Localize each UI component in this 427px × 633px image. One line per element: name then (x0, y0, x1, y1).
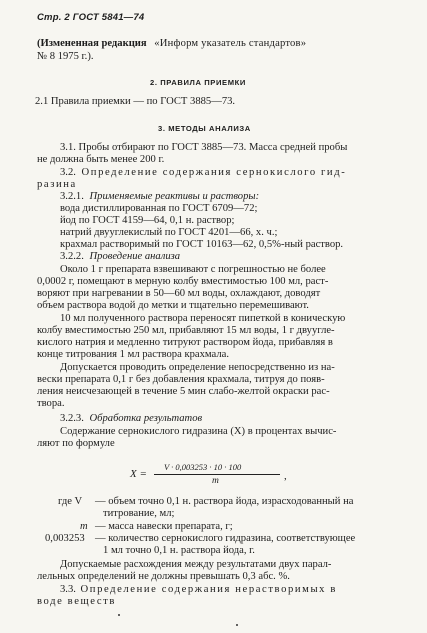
p322-line: 0,0002 г, помещают в мерную колбу вместимостью 100 мл, раст- (37, 276, 329, 287)
p32-title-cont: разина (37, 179, 77, 190)
p322-heading (60, 251, 180, 263)
reagent-item: йод по ГОСТ 4159—64, 0,1 н. раствор; (60, 215, 235, 226)
p31-line-1: 3.1. Пробы отбирают по ГОСТ 3885—73. Масса средней пробы (60, 142, 348, 153)
formula-numerator: V · 0,003253 · 10 · 100 (164, 462, 242, 472)
formula-denominator: m (212, 476, 219, 486)
p323-number: 3.2.3. (60, 413, 84, 424)
p322c-line: Допускается проводить определение непосредственно из на- (60, 362, 335, 373)
p322-line: Около 1 г препарата взвешивают с погрешностью не более (60, 264, 326, 275)
section-2-text: 2.1 Правила приемки — по ГОСТ 3885—73. (35, 96, 236, 107)
fraction-bar (154, 474, 280, 475)
where-text: 1 мл точно 0,1 н. раствора йода, г. (103, 545, 255, 556)
p322-line: объем раствора водой до метки и тщательно перемешивают. (37, 300, 309, 311)
p31-line-2: не должна быть менее 200 г. (37, 154, 165, 165)
p321-title: Применяемые реактивы и растворы: (89, 191, 260, 202)
p323-line: Содержание сернокислого гидразина (X) в процентах вычис- (60, 426, 337, 437)
revision-line-2: № 8 1975 г.). (37, 51, 94, 62)
reagent-item: крахмал растворимый по ГОСТ 10163—62, 0,5%-ный раствор. (60, 239, 344, 250)
formula-fraction (152, 462, 282, 490)
p323-title: Обработка результатов (89, 413, 203, 424)
p322b-line: кислого натрия и медленно титруют раствором йода, прибавляя в (37, 337, 333, 348)
p33-number: 3.3. (60, 584, 76, 595)
p322c-line: ления неисчезающей в течение 5 мин слабо-желтой окраски рас- (37, 386, 330, 397)
p33-title-cont: воде веществ (37, 596, 116, 607)
revision-rest: «Информ указатель стандартов» (154, 38, 307, 49)
p32-number: 3.2. (60, 167, 76, 178)
p322-line: воряют при нагревании в 50—60 мл воды, охлаждают, доводят (37, 288, 321, 299)
p33-title: Определение содержания нерастворимых в (80, 584, 337, 595)
page-header: Стр. 2 ГОСТ 5841—74 (37, 12, 145, 23)
where-symbol: m (80, 521, 88, 532)
p321-number: 3.2.1. (60, 191, 84, 202)
p322b-line: колбу вместимостью 250 мл, прибавляют 15 мл воды, 1 г двуугле- (37, 325, 335, 336)
p322b-line: 10 мл полученного раствора переносят пипеткой в коническую (60, 313, 346, 324)
p32-title: Определение содержания сернокислого гид- (81, 167, 347, 178)
p322-number: 3.2.2. (60, 251, 84, 262)
formula-lhs: X = (130, 468, 147, 480)
p321-heading (60, 191, 259, 203)
tolerance-line: лельных определений не должны превышать 0,3 абс. %. (37, 571, 290, 582)
p32-heading (60, 167, 346, 179)
reagent-item: вода дистиллированная по ГОСТ 6709—72; (60, 203, 258, 214)
formula-tail: , (284, 470, 287, 482)
p322c-line: твора. (37, 398, 65, 409)
section-2-title: 2. ПРАВИЛА ПРИЕМКИ (150, 78, 246, 87)
revision-bold: (Измененная редакция (37, 38, 147, 49)
where-text: — количество сернокислого гидразина, соответствующее (95, 533, 356, 544)
section-3-title: 3. МЕТОДЫ АНАЛИЗА (158, 124, 251, 133)
p322c-line: вески препарата 0,1 г без добавления крахмала, титруя до появ- (37, 374, 325, 385)
where-text: титрование, мл; (103, 508, 175, 519)
scan-speck (236, 624, 238, 626)
scan-speck (118, 614, 120, 616)
reagent-item: натрий двууглекислый по ГОСТ 4201—66, х. ч.; (60, 227, 278, 238)
where-text: — объем точно 0,1 н. раствора йода, израсходованный на (95, 496, 354, 507)
p323-heading (60, 413, 202, 425)
p323-line: ляют по формуле (37, 438, 115, 449)
p33-heading (60, 584, 337, 596)
where-text: — масса навески препарата, г; (95, 521, 233, 532)
where-symbol: 0,003253 (45, 533, 85, 544)
revision-line-1 (37, 38, 306, 50)
tolerance-line: Допускаемые расхождения между результатами двух парал- (60, 559, 332, 570)
where-symbol: где V (58, 496, 83, 507)
p322b-line: конце титрования 1 мл раствора крахмала. (37, 349, 229, 360)
p322-title: Проведение анализа (89, 251, 181, 262)
